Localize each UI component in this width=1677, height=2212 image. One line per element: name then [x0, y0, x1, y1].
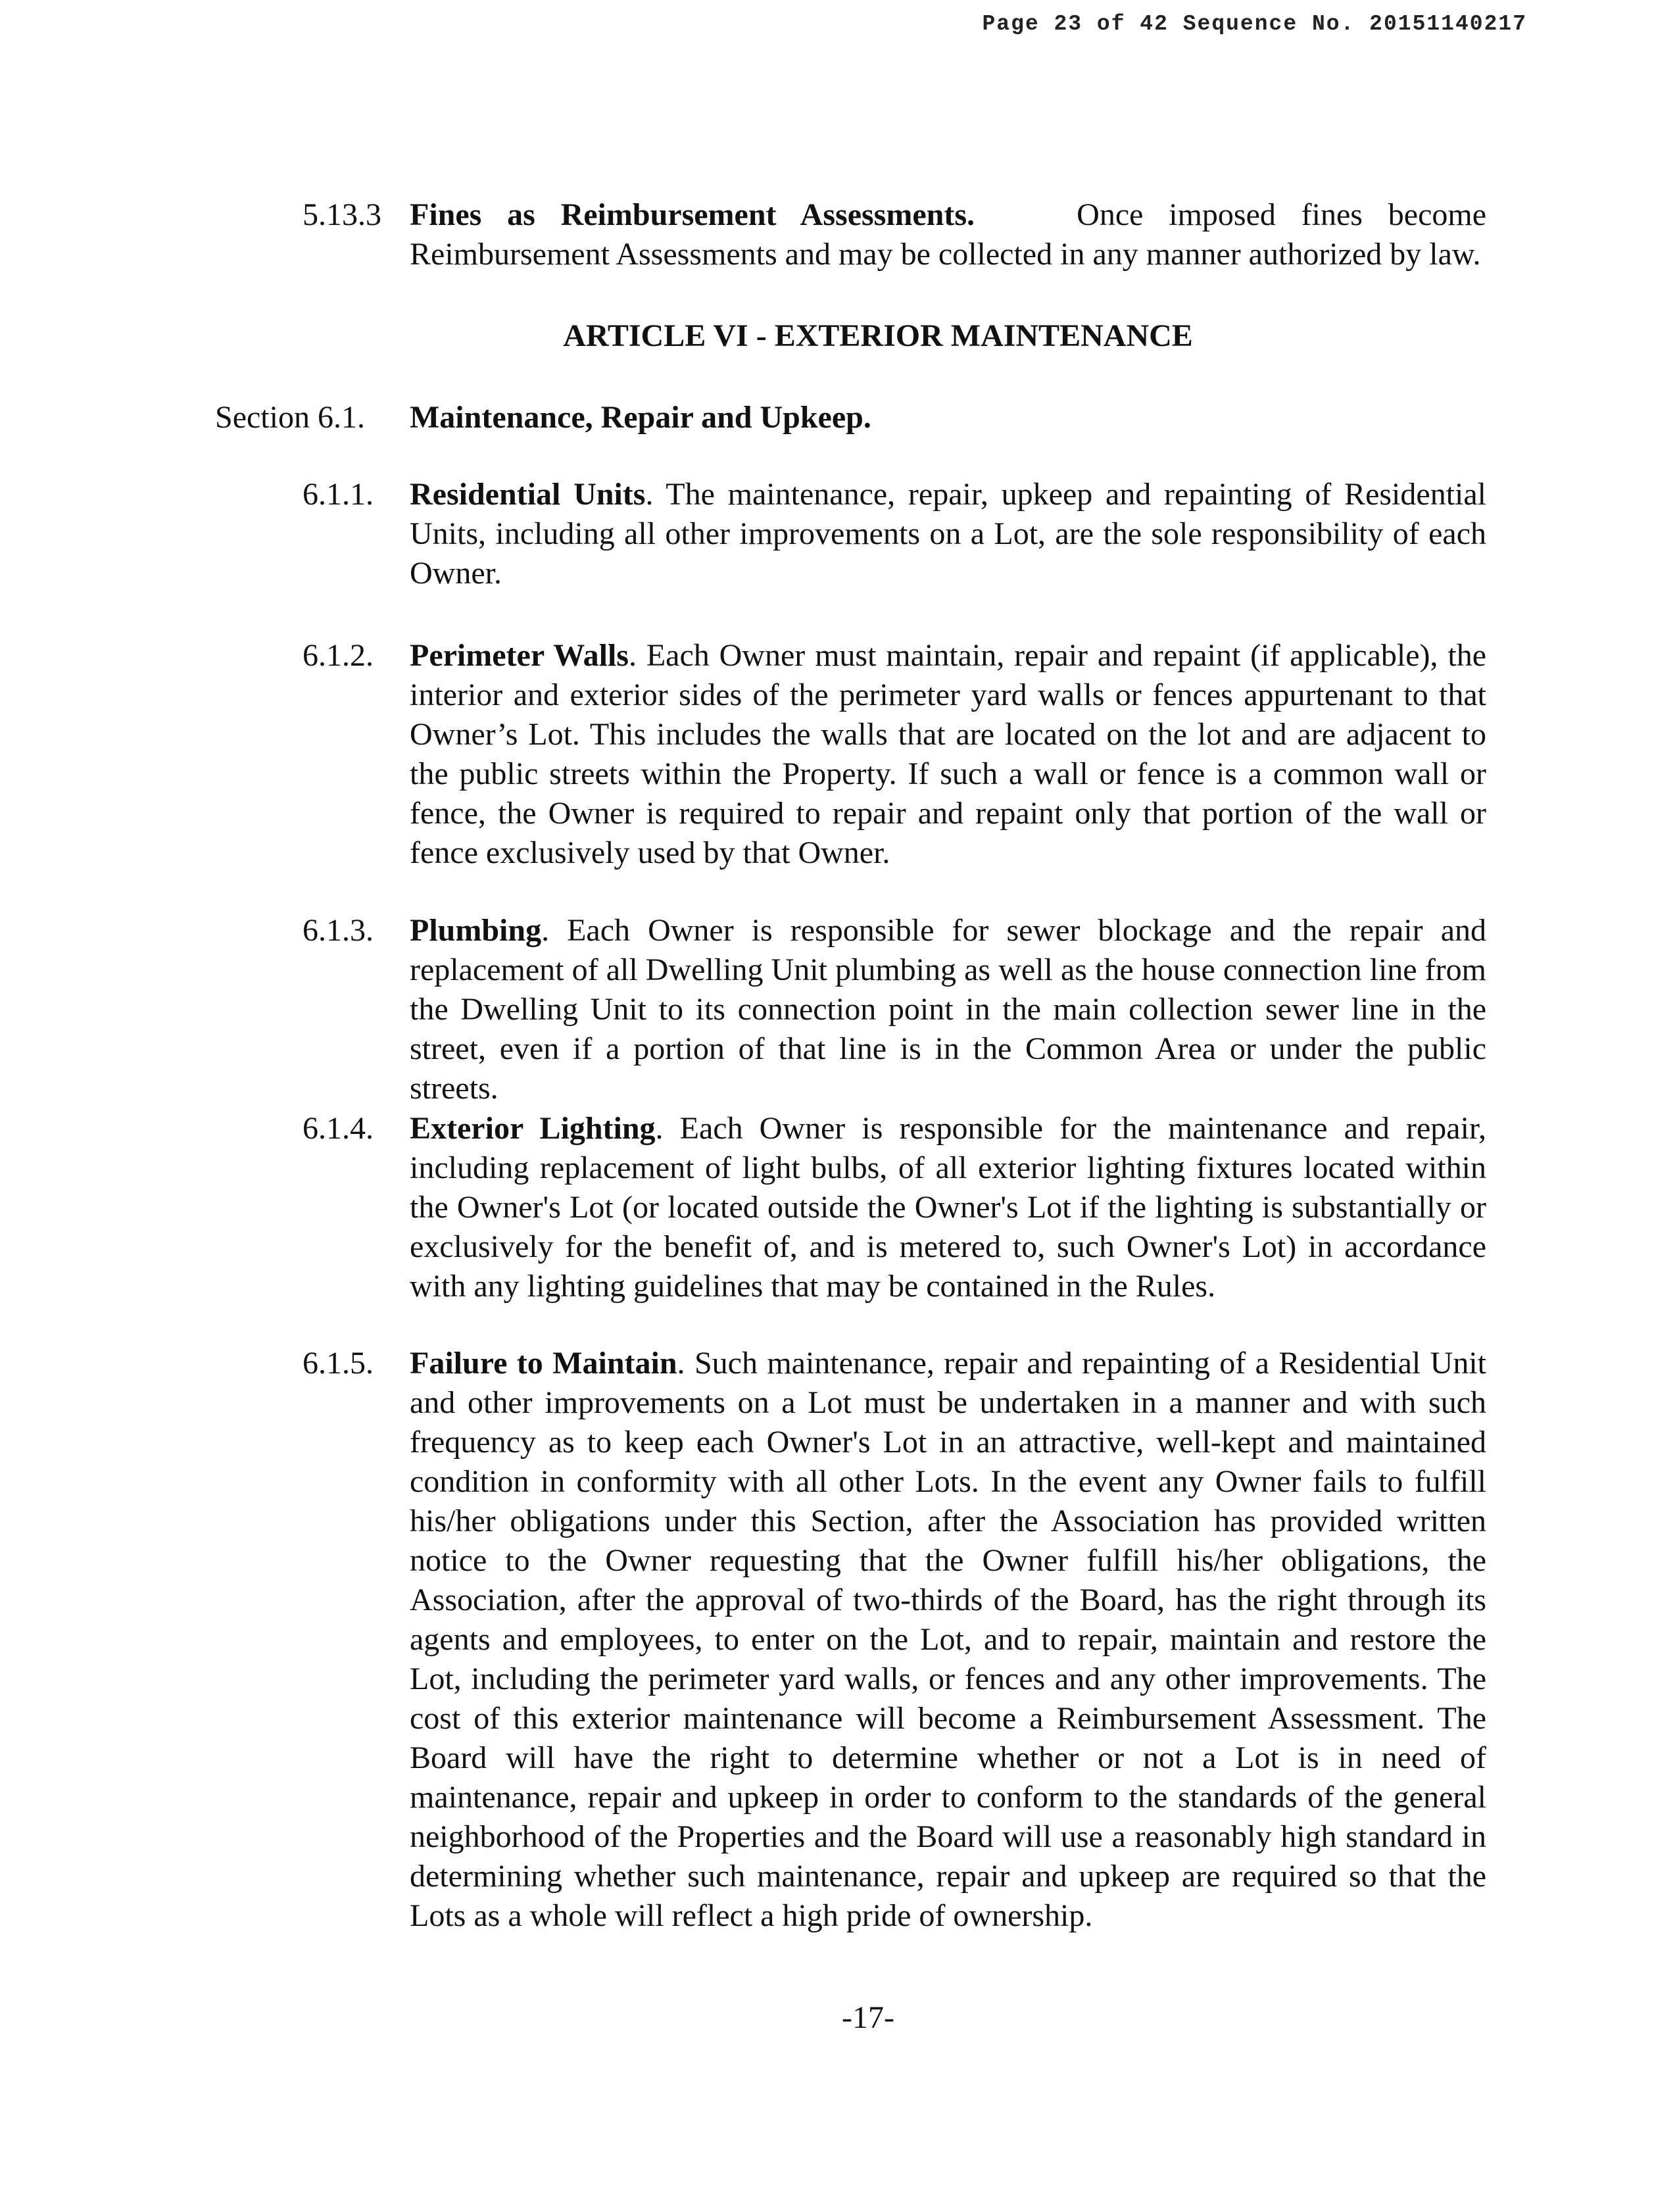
section-number: 6.1.3.: [303, 913, 374, 948]
sequence-stamp: Page 23 of 42 Sequence No. 20151140217: [982, 12, 1527, 36]
paragraph-body: [410, 195, 1486, 274]
paragraph-text: . Each Owner must maintain, repair and repaint (if applicable), the interior and exterior sides of the perimeter yard walls or fences appurtenant to that Owner’s Lot. This includes the walls that are located on the lot and are adjacent to the public streets within the Property. If such a wall or fence is a common wall or fence, the Owner is required to repair and repaint only that portion of the wall or fence exclusively used by that Owner.: [410, 638, 1486, 870]
paragraph-title: Exterior Lighting: [410, 1111, 656, 1146]
paragraph-body: [410, 1109, 1486, 1306]
section-number: 6.1.1.: [303, 477, 374, 512]
paragraph-title: Failure to Maintain: [410, 1346, 677, 1381]
paragraph-title: Residential Units: [410, 477, 646, 512]
paragraph-text: . Each Owner is responsible for sewer blockage and the repair and replacement of all Dwelling Unit plumbing as well as the house connection line from the Dwelling Unit to its connection point in the main collection sewer line in the street, even if a portion of that line is in the Common Area or under the public streets.: [410, 913, 1486, 1106]
paragraph-6-1-3: [303, 911, 1486, 1108]
paragraph-body: [410, 636, 1486, 873]
paragraph-body: [410, 911, 1486, 1108]
paragraph-6-1-4: [303, 1109, 1486, 1306]
paragraph-body: [410, 475, 1486, 593]
section-label: Section 6.1.: [215, 400, 365, 435]
paragraph-6-1-1: [303, 475, 1486, 593]
paragraph-title: Fines as Reimbursement Assessments.: [410, 197, 975, 232]
paragraph-6-1-5: [303, 1344, 1486, 1936]
paragraph-title: Plumbing: [410, 913, 542, 948]
paragraph-title: Perimeter Walls: [410, 638, 629, 673]
paragraph-body: [410, 1344, 1486, 1936]
paragraph-text: . The maintenance, repair, upkeep and repainting of Residential Units, including all other improvements on a Lot, are the sole responsibility of each Owner.: [410, 477, 1487, 591]
section-number: 5.13.3: [303, 197, 381, 232]
section-number: 6.1.4.: [303, 1111, 374, 1146]
paragraph-text: . Such maintenance, repair and repainting of a Residential Unit and other improvements on a Lot must be undertaken in a manner and with such frequency as to keep each Owner's Lot in an attractive, well-kept and maintained condition in conformity with all other Lots. In the event any Owner fails to fulfill his/her obligations under this Section, after the Association has provided written notice to the Owner requesting that the Owner fulfill his/her obligations, the Association, after the approval of two-thirds of the Board, has the right through its agents and employees, to enter on the Lot, and to repair, maintain and restore the Lot, including the perimeter yard walls, or fences and any other improvements. The cost of this exterior maintenance will become a Reimbursement Assessment. The Board will have the right to determine whether or not a Lot is in need of maintenance, repair and upkeep in order to conform to the standards of the general neighborhood of the Properties and the Board will use a reasonably high standard in determining whether such maintenance, repair and upkeep are required so that the Lots as a whole will reflect a high pride of ownership.: [410, 1346, 1486, 1933]
page-number: -17-: [842, 2000, 894, 2035]
paragraph-text: Once imposed fines become Reimbursement Assessments and may be collected in any manner authorized by law.: [410, 197, 1487, 272]
paragraph-text: . Each Owner is responsible for the maintenance and repair, including replacement of light bulbs, of all exterior lighting fixtures located within the Owner's Lot (or located outside the Owner's Lot if the lighting is substantially or exclusively for the benefit of, and is metered to, such Owner's Lot) in accordance with any lighting guidelines that may be contained in the Rules.: [410, 1111, 1487, 1304]
section-title: Maintenance, Repair and Upkeep.: [410, 400, 871, 435]
article-heading: ARTICLE VI - EXTERIOR MAINTENANCE: [563, 318, 1193, 353]
paragraph-6-1-2: [303, 636, 1486, 873]
paragraph-5-13-3: [303, 195, 1486, 274]
section-number: 6.1.5.: [303, 1346, 374, 1381]
section-number: 6.1.2.: [303, 638, 374, 673]
